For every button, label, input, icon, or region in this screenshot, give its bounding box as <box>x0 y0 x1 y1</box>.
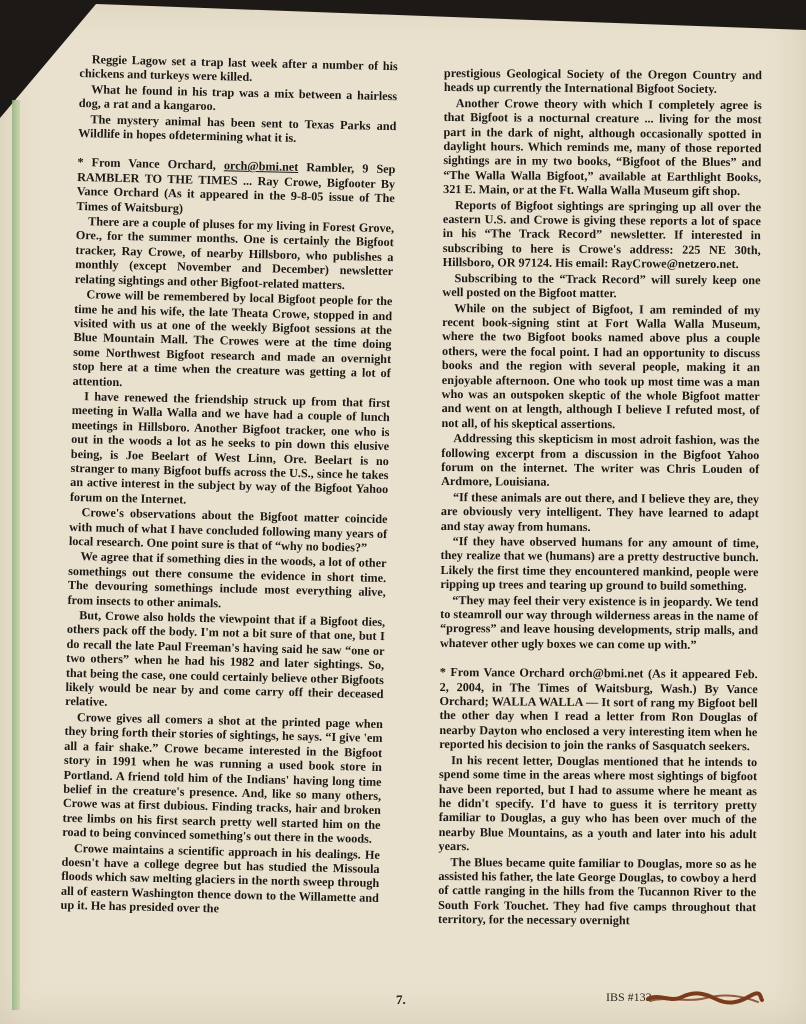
paragraph: Crowe will be remembered by local Bigfoot people for the time he and his wife, the late Theata Crowe, stopped in and visited with us at one of the weekly Bigfoot sessions at the Blue Mountain Mall. The Crowes were at the time doing some Northwest Bigfoot research and made an overnight stop here at a time when the creature was getting a lot of attention. <box>72 287 393 389</box>
paragraph: Reports of Bigfoot sightings are springing up all over the eastern U.S. and Crowe is giving these reports a lot of space in his “The Track Record” newsletter. If interested in subscribing to here is Crowe's address: 225 NE 30th, Hillsboro, OR 97124. His email: RayCrowe@netzero.net. <box>442 197 762 272</box>
citation-prefix: * From Vance Orchard, <box>77 155 225 173</box>
paragraph: In his recent letter, Douglas mentioned that he intends to spend some time in the areas where most sightings of bigfoot have been reported, but I had to assume where he meant as he didn't specify. I'd have to guess it is territory pretty familiar to Douglas, a guy who has been over much of the nearby Blue Mountains, as a youth and later into his adult years. <box>438 752 758 854</box>
paragraph: Subscribing to the “Track Record” will surely keep one well posted on the Bigfoot matter. <box>442 270 761 301</box>
paragraph: Crowe gives all comers a shot at the printed page when they bring forth their stories of sightings, he says. “I give 'em all a fair shake.” Crowe became interested in the Bigfoot story in 1991 when he was running a used book store in Portland. A friend told him of the Indians' having long time belief in the creature's presence. And, like so many others, Crowe was at first dubious. Finding tracks, hair and broken tree limbs on his first search pretty well started him on the road to being convinced something's out there in the woods. <box>62 709 383 846</box>
citation-suffix: Rambler, 9 Sep RAMBLER TO THE TIMES ... Ray Crowe, Bigfooter By Vance Orchard (As it appeared in the 9-8-05 issue of The Times of Waitsburg) <box>76 160 396 216</box>
source-citation <box>76 155 395 220</box>
newsletter-issue-label: IBS #133 <box>606 990 652 1004</box>
paragraph: Crowe maintains a scientific approach in his dealings. He doesn't have a college degree but has studied the Missoula floods which saw melting glaciers in the north sweep through all of eastern Washington thence down to the Willamette and up it. He has presided over the <box>60 840 381 916</box>
quote-paragraph: “They may feel their very existence is in jeopardy. We tend to steamroll our way through wilderness areas in the name of “progress” and leave housing developments, strip malls, and whatever other ugly boxes we can come up with.” <box>439 592 759 652</box>
right-column <box>438 66 762 930</box>
handwritten-strikeout-mark <box>646 990 764 1006</box>
paragraph: The mystery animal has been sent to Texas Parks and Wildlife in hopes ofdetermining what it is. <box>78 111 397 145</box>
underlying-page-edge <box>12 100 20 1010</box>
left-column <box>60 52 397 921</box>
paragraph: The Blues became quite familiar to Douglas, more so as he assisted his father, the late George Douglas, to cowboy a herd of cattle ranging in the hills from the Tucannon River to the South Fork Touchet. They had five camps throughout that territory, for the necessary overnight <box>437 854 757 928</box>
paragraph: Reggie Lagow set a trap last week after a number of his chickens and turkeys were killed. <box>79 52 398 85</box>
paragraph: Another Crowe theory with which I completely agree is that Bigfoot is a nocturnal creature ... living for the most part in the dark of night, although occasionally spotted in daylight hours. Which reminds me, many of those reported sightings are in my two books, “Bigfoot of the Blues” and “The Walla Walla Bigfoot,” available at Earthlight Books, 321 E. Main, or at the Ft. Walla Walla Museum gift shop. <box>443 95 762 199</box>
email-link[interactable]: orch@bmi.net <box>223 158 299 175</box>
paragraph: prestigious Geological Society of the Oregon Country and heads up currently the International Bigfoot Society. <box>443 66 762 97</box>
paragraph: What he found in his trap was a mix between a hairless dog, a rat and a kangaroo. <box>78 82 398 114</box>
paragraph: We agree that if something dies in the woods, a lot of other somethings out there consume the evidence in short time. The devouring somethings include most everything alive, from insects to other animals. <box>67 549 387 610</box>
source-citation: * From Vance Orchard orch@bmi.net (As it appeared Feb. 2, 2004, in The Times of Waitsburg, Wash.) By Vance Orchard; WALLA WALLA — It sort of rang my Bigfoot bell the other day when I read a letter from Ron Douglas of nearby Dayton who enclosed a very interesting item when he reported his decision to join the ranks of Sasquatch seekers. <box>439 665 758 754</box>
quote-paragraph: “If these animals are out there, and I believe they are, they are obviously very intelligent. They have learned to adapt and stay away from humans. <box>440 489 760 534</box>
paragraph: Addressing this skepticism in most adroit fashion, was the following excerpt from a discussion in the Bigfoot Yahoo forum on the internet. The writer was Chris Louden of Ardmore, Louisiana. <box>441 431 760 490</box>
paragraph: But, Crowe also holds the viewpoint that if a Bigfoot dies, others pack off the body. I'm not a bit sure of that one, but I do recall the late Paul Freeman's having said he saw “one or two others” when he had his 1982 and later sightings. So, that being the case, one could certainly believe other Bigfoots likely would be near by and come carry off their deceased relative. <box>65 608 386 710</box>
paragraph: There are a couple of pluses for my living in Forest Grove, Ore., for the summer months. One is certainly the Bigfoot tracker, Ray Crowe, of nearby Hillsboro, who publishes a monthly (except November and December) newsletter relating sightings and other Bigfoot-related matters. <box>74 214 395 292</box>
quote-paragraph: “If they have observed humans for any amount of time, they realize that we (humans) are a pretty destructive bunch. Likely the first time they encountered mankind, people were ripping up trees and tearing up ground to build something. <box>440 534 759 594</box>
paragraph: Crowe's observations about the Bigfoot matter coincide with much of what I have concluded following many years of local research. One point sure is that of “why no bodies?” <box>68 505 388 555</box>
page-number: 7. <box>396 992 406 1007</box>
paragraph: I have renewed the friendship struck up from that first meeting in Walla Walla and we have had a couple of lunch meetings in Hillsboro. Another Bigfoot tracker, one who is out in the woods a lot as he seeks to pin down this elusive being, is Joe Beelart of West Linn, Ore. Beelart is no stranger to many Bigfoot buffs across the U.S., since he takes an active interest in the subject by way of the Bigfoot Yahoo forum on the Internet. <box>69 389 391 507</box>
paragraph: While on the subject of Bigfoot, I am reminded of my recent book-signing stint at Fort Walla Walla Museum, where the two Bigfoot books named above plus a couple others, were the focal point. I had an opportunity to discuss books and the region with several people, making it an enjoyable afternoon. One who took up most time was a man who was an outspoken skeptic of the whole Bigfoot matter and went on at length, although I believe I refuted most, of not all, of his skeptical assertions. <box>441 300 761 431</box>
